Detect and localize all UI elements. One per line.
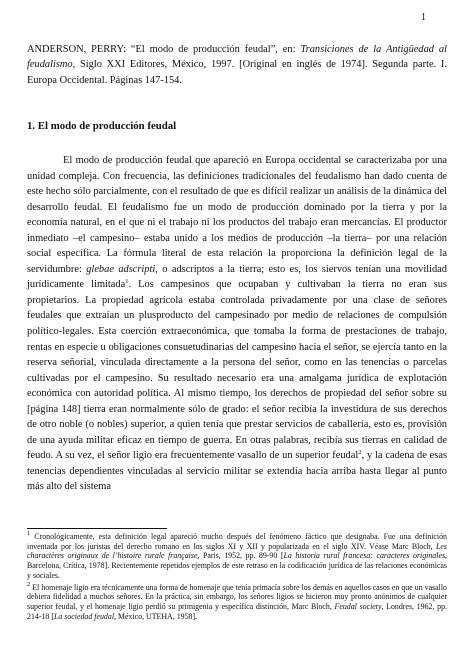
footnote-title: La sociedad feudal xyxy=(53,611,115,621)
footnotes xyxy=(27,532,447,623)
footnote-ref-1[interactable]: 1 xyxy=(125,278,129,286)
reference-suffix: , Siglo XXI Editores, México, 1997. [Original en inglés de 1974]. Segunda parte. I. Europa Occidental. Páginas 147-154. xyxy=(27,59,447,86)
footnote-mark: 2 xyxy=(27,580,31,588)
footnote-text: Cronológicamente, esta definición legal apareció mucho después del fenómeno fáctico que designaba. Fue una definición inventada por los juristas del derecho romano en los siglos XI y XII y popularizada en el siglo XIV. Véase Marc Bloch, xyxy=(27,532,447,551)
body-text-part: , y la cadena de esas tenencias dependientes vinculadas al servicio militar se extendía hacia arriba hasta llegar al punto más alto del sistema xyxy=(27,450,447,493)
reference-prefix: ANDERSON, PERRY: “El modo de producción feudal”, en: xyxy=(27,44,301,55)
body-text-part: El modo de producción feudal que apareció en Europa occidental se caracterizaba por una unidad compleja. Con frecuencia, las definiciones tradicionales del feudalismo han dado cuenta de este hecho sólo parcialmente, con el resultado de que es difícil realizar un análisis de la dinámica del desarrollo feudal. El feudalismo fue un modo de producción dominado por la tierra y por la economía natural, en el que ni el trabajo ni los productos del trabajo eran mercancías. El productor inmediato –el campesino– estaba unido a los medios de producción –la tierra– por una relación social específica. La fórmula literal de esta relación la proporciona la definición legal de la servidumbre: xyxy=(27,155,447,275)
footnote-text: , México, UTEHA, 1958]. xyxy=(114,611,198,621)
body-text-part: , o adscriptos a la tierra; esto es, los siervos tenían una movilidad jurídicamente limitada xyxy=(27,263,447,291)
section-title: 1. El modo de producción feudal xyxy=(27,120,177,132)
footnote-text: , Barcelona, Crítica, 1978]. Recientemente repetidos ejemplos de este retraso en la codificación jurídica de las relaciones económicas y sociales. xyxy=(27,551,448,580)
page-number: 1 xyxy=(421,12,426,23)
footnote-text: , Paris, 1952, pp. 89-90 [ xyxy=(197,551,284,561)
footnote-1 xyxy=(27,532,447,581)
body-text xyxy=(27,153,447,495)
footnote-text: El homenaje ligio era técnicamente una forma de homenaje que tenía primacía sobre los demás en aquellos casos en que un vasallo debiera fidelidad a muchos señores. En la práctica, sin embargo, los señores ligios se hicieron muy pronto anónimos de cualquier superior feudal, y el homenaje ligio perdió su primigenia y específica distinción, Marc Bloch, xyxy=(27,582,447,611)
latin-term: glebae adscripti xyxy=(86,263,156,275)
bibliographic-reference xyxy=(27,42,447,88)
body-paragraph xyxy=(27,153,447,495)
footnote-2 xyxy=(27,580,447,622)
footnote-separator xyxy=(27,528,167,529)
body-text-part: . Los campesinos que ocupaban y cultivaban la tierra no eran sus propietarios. La propiedad agrícola estaba controlada privadamente por una clase de señores feudales que extraían un plusproducto del campesinado por medio de relaciones de compulsión político-legales. Esta coerción extraeconómica, que tomaba la forma de prestaciones de trabajo, rentas en especie u obligaciones consuetudinarias del campesino hacia el señor, se ejercía tanto en la reserva señorial, vinculada directamente a la persona del señor, como en las tenencias o parcelas cultivadas por el campesino. Su resultado necesario era una amalgama jurídica de explotación económica con autoridad política. Al mismo tiempo, los derechos de propiedad del señor sobre su [página 148] tierra eran normalmente sólo de grado: el señor recibía la investidura de sus derechos de otro noble (o nobles) superior, a quien tenía que prestar servicios de caballería, esto es, provisión de una ayuda militar eficaz en tiempo de guerra. En otras palabras, recibía sus tierras en calidad de feudo. A su vez, el señor ligio era frecuentemente vasallo de un superior feudal xyxy=(27,279,447,462)
footnote-title: Feudal society xyxy=(334,601,382,611)
footnote-title: Les charactères originaux de l’histoire rurale française xyxy=(27,541,447,561)
footnote-title: La historia rural francesa: caracteres originales xyxy=(283,551,446,561)
footnote-text: , Londres, 1962, pp. 214-18 [ xyxy=(27,601,447,621)
footnote-mark: 1 xyxy=(27,530,31,537)
reference-title: Transiciones de la Antigüedad al feudalismo xyxy=(27,44,448,71)
footnote-ref-2[interactable]: 2 xyxy=(358,449,362,457)
